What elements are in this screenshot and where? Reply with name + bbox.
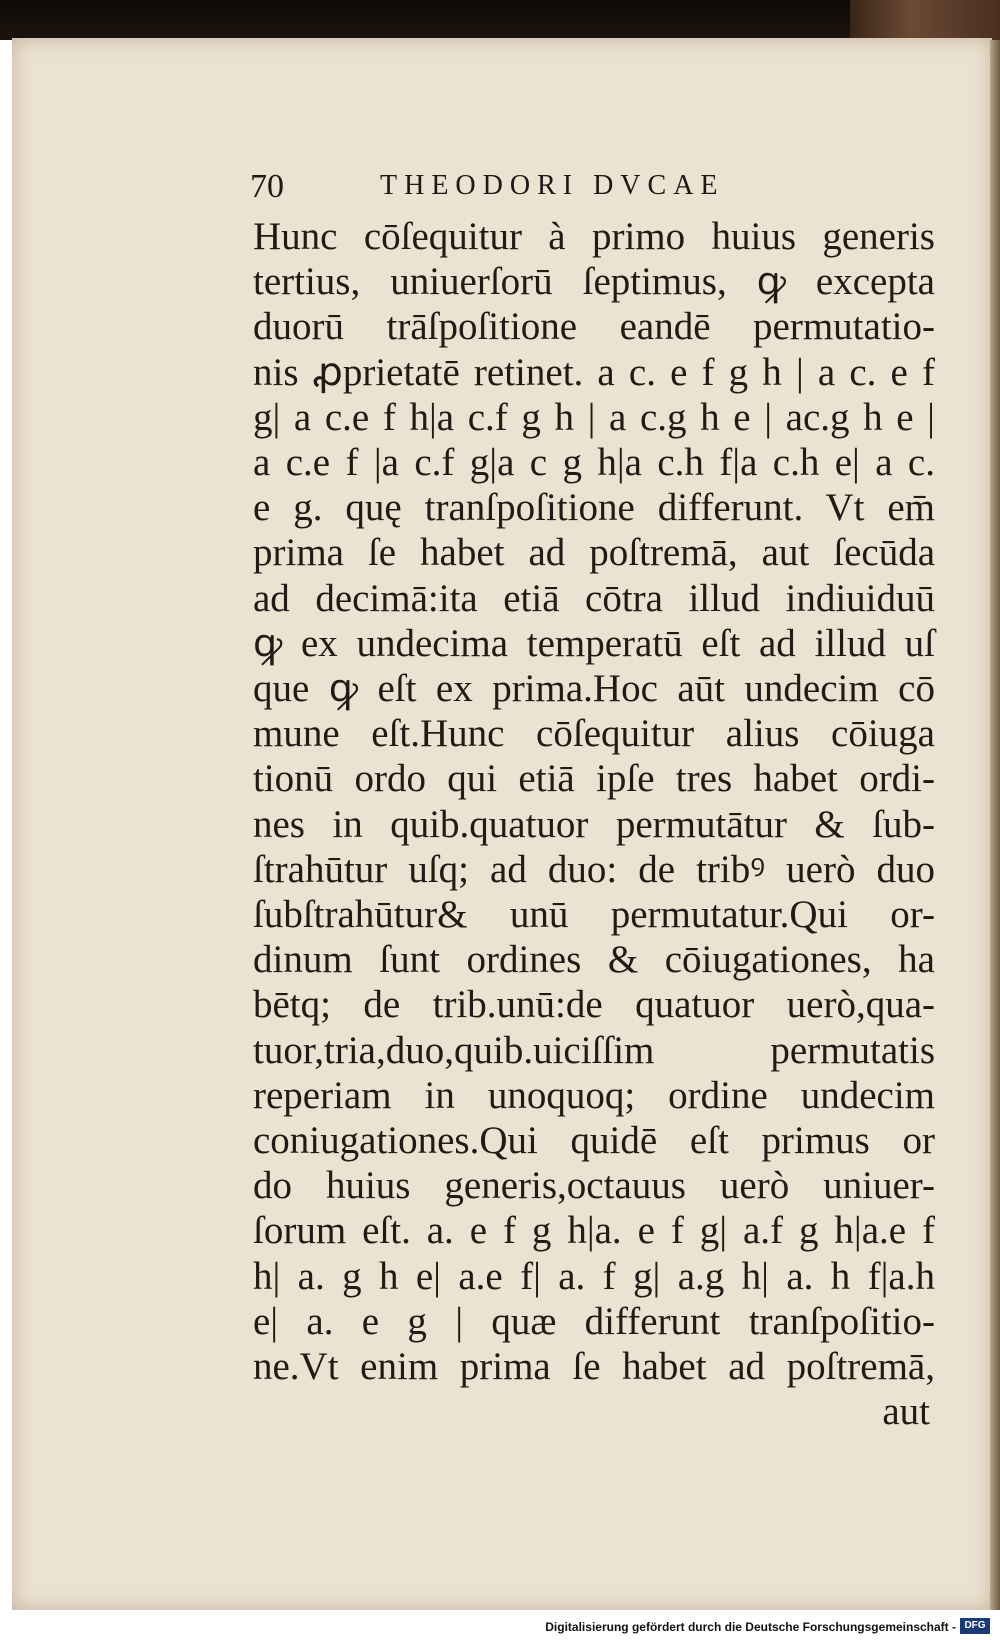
text-line: do huius generis,octauus uerò uniuer- [253,1164,935,1208]
text-line: a c.e f |a c.f g|a c g h|a c.h f|a c.h e| a c. [253,441,935,485]
text-line: mune eſt.Hunc cōſequitur alius cōiuga [253,712,935,756]
text-line: ꝙ ex undecima temperatū eſt ad illud uſ [253,621,935,665]
text-line: nis ꝓprietatē retinet. a c. e f g h | a c. e f [253,350,935,394]
text-line: tuor,tria,duo,quib.uiciſſim permutatis [253,1028,935,1072]
text-line: Hunc cōſequitur à primo huius generis [253,215,935,258]
text-line: ſtrahūtur uſq; ad duo: de tribꝰ uerò duo [253,847,935,891]
book-spine [850,0,1000,42]
page-edge-shadow [990,40,1000,1610]
text-line: ſubſtrahūtur& unū permutatur.Qui or- [253,893,935,937]
catchword: aut [882,1390,930,1434]
running-title: THEODORI DVCAE [380,170,725,201]
text-line: e| a. e g | quæ differunt tranſpoſitio- [253,1299,935,1343]
text-line: ne.Vt enim prima ſe habet ad poſtremā, [253,1345,935,1389]
dfg-logo: DFG [960,1618,990,1634]
text-line: h| a. g h e| a.e f| a. f g| a.g h| a. h f|a.h [253,1254,935,1298]
text-line: tertius, uniuerſorū ſeptimus, ꝙ excepta [253,260,935,304]
running-head [250,168,830,208]
text-line: g| a c.e f h|a c.f g h | a c.g h e | ac.g h e | [253,395,935,439]
text-line: ſorum eſt. a. e f g h|a. e f g| a.f g h|a.e f [253,1209,935,1253]
text-line: prima ſe habet ad poſtremā, aut ſecūda [253,531,935,575]
text-line: e g. quę tranſpoſitione differunt. Vt em̄ [253,486,935,530]
text-line: duorū trāſpoſitione eandē permutatio- [253,305,935,349]
text-line: bētq; de trib.unū:de quatuor uerò,qua- [253,983,935,1027]
text-line: que ꝙ eſt ex prima.Hoc aūt undecim cō [253,667,935,711]
digitization-footer [0,1614,1000,1640]
text-line: coniugationes.Qui quidē eſt primus or [253,1119,935,1163]
page-number: 70 [250,168,284,205]
text-line: dinum ſunt ordines & cōiugationes, ha [253,938,935,982]
text-line: reperiam in unoquoq; ordine undecim [253,1073,935,1117]
body-text [253,214,935,1434]
text-line: ad decimā:ita etiā cōtra illud indiuiduū [253,576,935,620]
text-line: tionū ordo qui etiā ipſe tres habet ordi- [253,757,935,801]
text-line: nes in quib.quatuor permutātur & ſub- [253,802,935,846]
funding-credit: Digitalisierung gefördert durch die Deutsche Forschungsgemeinschaft - [545,1620,956,1634]
